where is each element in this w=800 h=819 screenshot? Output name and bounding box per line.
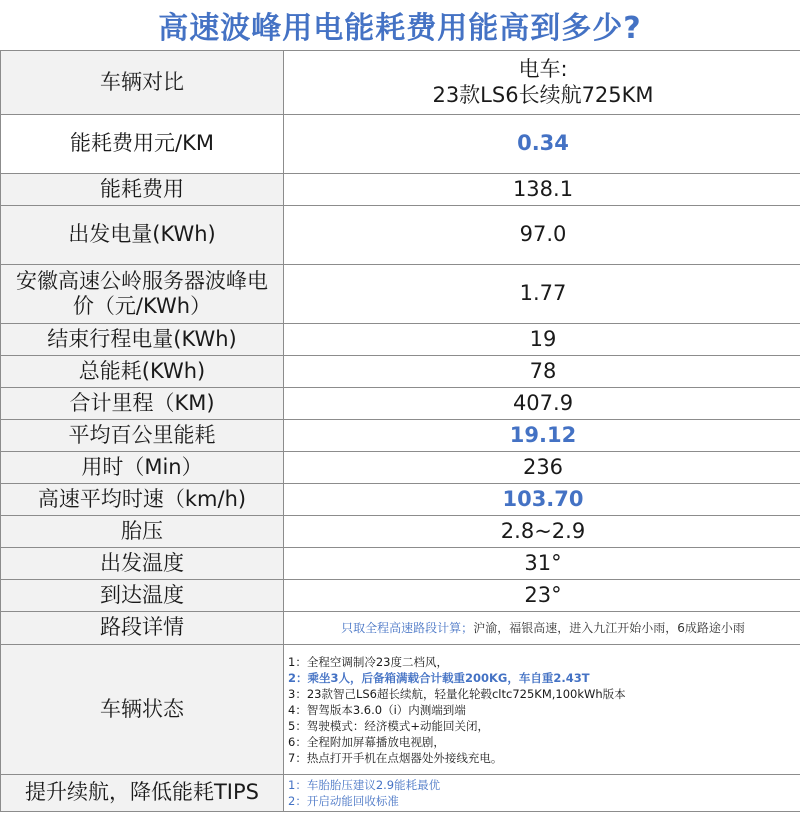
header-value-line2: 23款LS6长续航725KM (432, 82, 654, 107)
status-item: 5：驾驶模式：经济模式+动能回关闭， (288, 718, 489, 733)
row-label: 到达温度 (1, 580, 284, 612)
status-row (1, 645, 800, 775)
status-label: 车辆状态 (1, 645, 284, 775)
table-row (1, 484, 800, 516)
row-label: 用时（Min） (1, 452, 284, 484)
row-value: 1.77 (284, 265, 800, 324)
tips-row (1, 775, 800, 812)
tip-item: 2：开启动能回收标准 (288, 794, 399, 808)
table-row (1, 388, 800, 420)
table-row (1, 265, 800, 324)
page-title: 高速波峰用电能耗费用能高到多少? (158, 11, 642, 46)
row-value: 23° (284, 580, 800, 612)
header-label: 车辆对比 (1, 51, 284, 115)
status-list (284, 645, 800, 775)
route-highlight: 只取全程高速路段计算； (341, 620, 474, 635)
row-label: 高速平均时速（km/h) (1, 484, 284, 516)
header-value (284, 51, 800, 115)
row-label: 平均百公里能耗 (1, 420, 284, 452)
row-label: 出发温度 (1, 548, 284, 580)
row-value: 97.0 (284, 206, 800, 265)
table-row (1, 174, 800, 206)
table-row (1, 115, 800, 174)
status-item: 7：热点打开手机在点烟器处外接线充电。 (288, 750, 503, 765)
row-value: 138.1 (284, 174, 800, 206)
route-row (1, 612, 800, 645)
table-header-row (1, 51, 800, 115)
header-value-line1: 电车: (518, 57, 568, 82)
status-item: 2：乘坐3人，后备箱满载合计载重200KG，车自重2.43T (288, 670, 590, 685)
route-value (284, 612, 800, 645)
tips-label: 提升续航，降低能耗TIPS (1, 775, 284, 812)
row-value-highlight: 0.34 (284, 115, 800, 174)
row-value: 407.9 (284, 388, 800, 420)
table-row (1, 452, 800, 484)
table-row (1, 356, 800, 388)
row-value: 2.8~2.9 (284, 516, 800, 548)
status-item: 4：智驾版本3.6.0（i）内测端到端 (288, 702, 466, 717)
row-value: 19 (284, 324, 800, 356)
row-label: 能耗费用 (1, 174, 284, 206)
row-label: 总能耗(KWh) (1, 356, 284, 388)
row-label: 结束行程电量(KWh) (1, 324, 284, 356)
tip-item: 1：车胎胎压建议2.9能耗最优 (288, 778, 441, 792)
table-row (1, 580, 800, 612)
row-label: 胎压 (1, 516, 284, 548)
row-label (1, 265, 284, 324)
table-row (1, 206, 800, 265)
route-label: 路段详情 (1, 612, 284, 645)
row-label: 合计里程（KM) (1, 388, 284, 420)
row-label: 能耗费用元/KM (1, 115, 284, 174)
table-row (1, 324, 800, 356)
row-value: 31° (284, 548, 800, 580)
row-value-highlight: 103.70 (284, 484, 800, 516)
row-label: 出发电量(KWh) (1, 206, 284, 265)
row-value: 78 (284, 356, 800, 388)
status-item: 6：全程附加屏幕播放电视剧， (288, 734, 445, 749)
row-label-line1: 安徽高速公岭服务器波峰电 (16, 268, 268, 293)
row-value: 236 (284, 452, 800, 484)
route-detail: 沪渝，福银高速，进入九江开始小雨，6成路途小雨 (473, 620, 745, 635)
table-row (1, 420, 800, 452)
tips-list (284, 775, 800, 812)
status-item: 1：全程空调制冷23度二档风， (288, 654, 448, 669)
comparison-table (0, 50, 800, 812)
table-row (1, 548, 800, 580)
status-item: 3：23款智己LS6超长续航，轻量化轮毂cltc725KM,100kWh版本 (288, 686, 626, 701)
row-value-highlight: 19.12 (284, 420, 800, 452)
table-row (1, 516, 800, 548)
row-label-line2: 价（元/KWh） (72, 294, 212, 318)
